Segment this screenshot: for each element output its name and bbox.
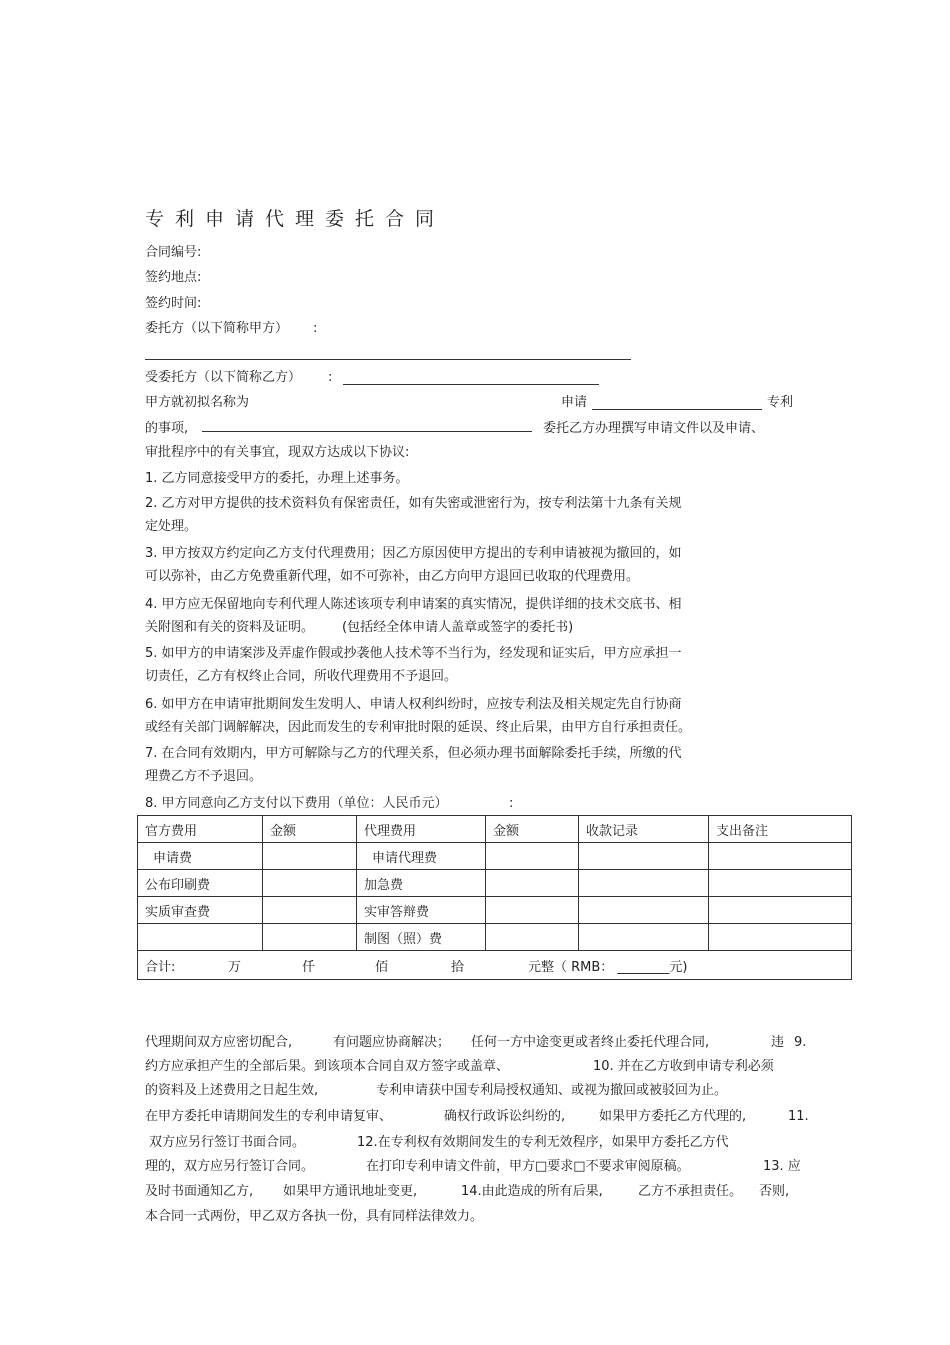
party-b-blank-line[interactable] xyxy=(343,384,599,385)
tail-6a: 理的，双方应另行签订合同。 xyxy=(145,1159,315,1174)
tail-3b: 专利申请获中国专利局授权通知、或视为撤回或被驳回为止。 xyxy=(376,1083,728,1098)
cell-exam-response-fee: 实审答辩费 xyxy=(357,897,486,924)
tail-8: 本合同一式两份，甲乙双方各执一份，具有同样法律效力。 xyxy=(145,1209,484,1224)
clause-6-line2: 或经有关部门调解解决，因此而发生的专利审批时限的延误、终止后果，由甲方自行承担责任。 xyxy=(145,720,692,735)
table-row xyxy=(138,870,852,897)
table-row xyxy=(138,924,852,951)
tail-1b: 有问题应协商解决； xyxy=(333,1035,451,1050)
clause-4-note: (包括经全体申请人盖章或签字的委托书) xyxy=(342,620,574,635)
header-amount-2: 金额 xyxy=(486,816,579,843)
clause-4-line1: 4. 甲方应无保留地向专利代理人陈述该项专利申请案的真实情况，提供详细的技术交底书、相 xyxy=(145,597,682,612)
cell-amount[interactable] xyxy=(486,870,579,897)
total-cell[interactable] xyxy=(138,951,852,980)
cell-application-fee: 申请费 xyxy=(138,843,263,870)
cell-drawing-fee: 制图（照）费 xyxy=(357,924,486,951)
tail-7a: 及时书面通知乙方, xyxy=(145,1184,254,1199)
cell-receipt[interactable] xyxy=(579,870,709,897)
cell-empty xyxy=(138,924,263,951)
cell-amount[interactable] xyxy=(263,924,357,951)
cell-amount[interactable] xyxy=(263,897,357,924)
tail-5b: 12.在专利权有效期间发生的专利无效程序，如果甲方委托乙方代 xyxy=(357,1135,729,1150)
party-b-label: 受委托方（以下简称乙方） xyxy=(145,370,302,385)
patent-type-blank-line[interactable] xyxy=(592,409,762,410)
cell-amount[interactable] xyxy=(263,870,357,897)
tail-1c: 任何一方中途变更或者终止委托代理合同, xyxy=(471,1035,710,1050)
total-qian: 仟 xyxy=(302,959,316,975)
cell-publication-fee: 公布印刷费 xyxy=(138,870,263,897)
clause-2-line2: 定处理。 xyxy=(145,519,198,534)
intro-line1-right: 专利 xyxy=(767,395,794,410)
page-title: 专利申请代理委托合同 xyxy=(145,208,446,230)
cell-rush-fee: 加急费 xyxy=(357,870,486,897)
total-shi: 拾 xyxy=(451,959,465,975)
signing-time-label: 签约时间: xyxy=(145,296,202,311)
clause-8: 8. 甲方同意向乙方支付以下费用（单位：人民币元） xyxy=(145,796,448,811)
intro-line2-left: 的事项, xyxy=(145,421,189,436)
intro-line2-right: 委托乙方办理撰写申请文件以及申请、 xyxy=(543,421,765,436)
tail-1a: 代理期间双方应密切配合, xyxy=(145,1035,293,1050)
clause-8-colon: : xyxy=(509,796,514,811)
tail-2a: 约方应承担产生的全部后果。到该项本合同自双方签字或盖章、 xyxy=(145,1059,510,1074)
total-bai: 佰 xyxy=(375,959,389,975)
cell-amount[interactable] xyxy=(486,843,579,870)
tail-7e: 否则, xyxy=(759,1184,790,1199)
tail-4a: 在甲方委托申请期间发生的专利申请复审、 xyxy=(145,1109,393,1124)
tail-3a: 的资料及上述费用之日起生效, xyxy=(145,1083,319,1098)
total-rmb: 元整（ RMB： ________元) xyxy=(528,959,688,975)
contract-number-label: 合同编号: xyxy=(145,245,202,260)
invention-name-blank-line[interactable] xyxy=(202,431,532,432)
clause-6-line1: 6. 如甲方在申请审批期间发生发明人、申请人权利纠纷时，应按专利法及相关规定先自行协商 xyxy=(145,697,682,712)
clause-5-line1: 5. 如甲方的申请案涉及弄虚作假或抄袭他人技术等不当行为，经发现和证实后，甲方应承担一 xyxy=(145,646,682,661)
intro-line3: 审批程序中的有关事宜，现双方达成以下协议: xyxy=(145,445,410,460)
tail-6c: 13. 应 xyxy=(763,1159,801,1174)
cell-note[interactable] xyxy=(709,843,852,870)
fee-table xyxy=(137,815,852,980)
tail-7b: 如果甲方通讯地址变更, xyxy=(283,1184,418,1199)
tail-7c: 14.由此造成的所有后果, xyxy=(461,1184,603,1199)
cell-amount[interactable] xyxy=(486,924,579,951)
cell-amount[interactable] xyxy=(263,843,357,870)
party-a-colon: : xyxy=(313,321,318,336)
total-row xyxy=(138,951,852,980)
table-row xyxy=(138,843,852,870)
cell-note[interactable] xyxy=(709,870,852,897)
cell-amount[interactable] xyxy=(486,897,579,924)
cell-note[interactable] xyxy=(709,924,852,951)
header-expense-note: 支出备注 xyxy=(709,816,852,843)
intro-line1-left: 甲方就初拟名称为 xyxy=(145,395,250,410)
cell-substantive-exam-fee: 实质审查费 xyxy=(138,897,263,924)
tail-4c: 如果甲方委托乙方代理的, xyxy=(599,1109,747,1124)
cell-receipt[interactable] xyxy=(579,924,709,951)
signing-place-label: 签约地点: xyxy=(145,270,202,285)
clause-7-line1: 7. 在合同有效期内，甲方可解除与乙方的代理关系，但必须办理书面解除委托手续，所缴的代 xyxy=(145,746,682,761)
clause-2-line1: 2. 乙方对甲方提供的技术资料负有保密责任，如有失密或泄密行为，按专利法第十九条有关规 xyxy=(145,496,682,511)
tail-4d: 11. xyxy=(788,1109,809,1124)
header-receipt-record: 收款记录 xyxy=(579,816,709,843)
total-label: 合计: xyxy=(145,959,176,975)
header-official-fee: 官方费用 xyxy=(138,816,263,843)
clause-3-line1: 3. 甲方按双方约定向乙方支付代理费用；因乙方原因使甲方提出的专利申请被视为撤回的，如 xyxy=(145,546,682,561)
cell-note[interactable] xyxy=(709,897,852,924)
cell-receipt[interactable] xyxy=(579,897,709,924)
tail-2b: 10. 并在乙方收到申请专利必须 xyxy=(593,1059,774,1074)
tail-4b: 确权行政诉讼纠纷的, xyxy=(444,1109,566,1124)
party-b-colon: : xyxy=(328,370,333,385)
clause-5-line2: 切责任，乙方有权终止合同，所收代理费用不予退回。 xyxy=(145,669,458,684)
clause-4-line2: 关附图和有关的资料及证明。 xyxy=(145,620,315,635)
cell-receipt[interactable] xyxy=(579,843,709,870)
clause-3-line2: 可以弥补，由乙方免费重新代理，如不可弥补，由乙方向甲方退回已收取的代理费用。 xyxy=(145,569,640,584)
tail-5a: 双方应另行签订书面合同。 xyxy=(149,1135,306,1150)
table-row xyxy=(138,897,852,924)
party-a-blank-line[interactable] xyxy=(145,359,631,360)
cell-application-agency-fee: 申请代理费 xyxy=(357,843,486,870)
clause-7-line2: 理费乙方不予退回。 xyxy=(145,769,263,784)
intro-line1-mid: 申请 xyxy=(561,395,588,410)
tail-7d: 乙方不承担责任。 xyxy=(638,1184,743,1199)
header-amount-1: 金额 xyxy=(263,816,357,843)
header-agency-fee: 代理费用 xyxy=(357,816,486,843)
tail-1d: 违 xyxy=(771,1035,785,1050)
clause-1: 1. 乙方同意接受甲方的委托，办理上述事务。 xyxy=(145,471,409,486)
tail-1e: 9. xyxy=(794,1035,807,1050)
fee-table-header-row xyxy=(138,816,852,843)
tail-6b: 在打印专利申请文件前，甲方□要求□不要求审阅原稿。 xyxy=(366,1159,690,1174)
total-wan: 万 xyxy=(228,959,242,975)
party-a-label: 委托方（以下简称甲方） xyxy=(145,321,289,336)
